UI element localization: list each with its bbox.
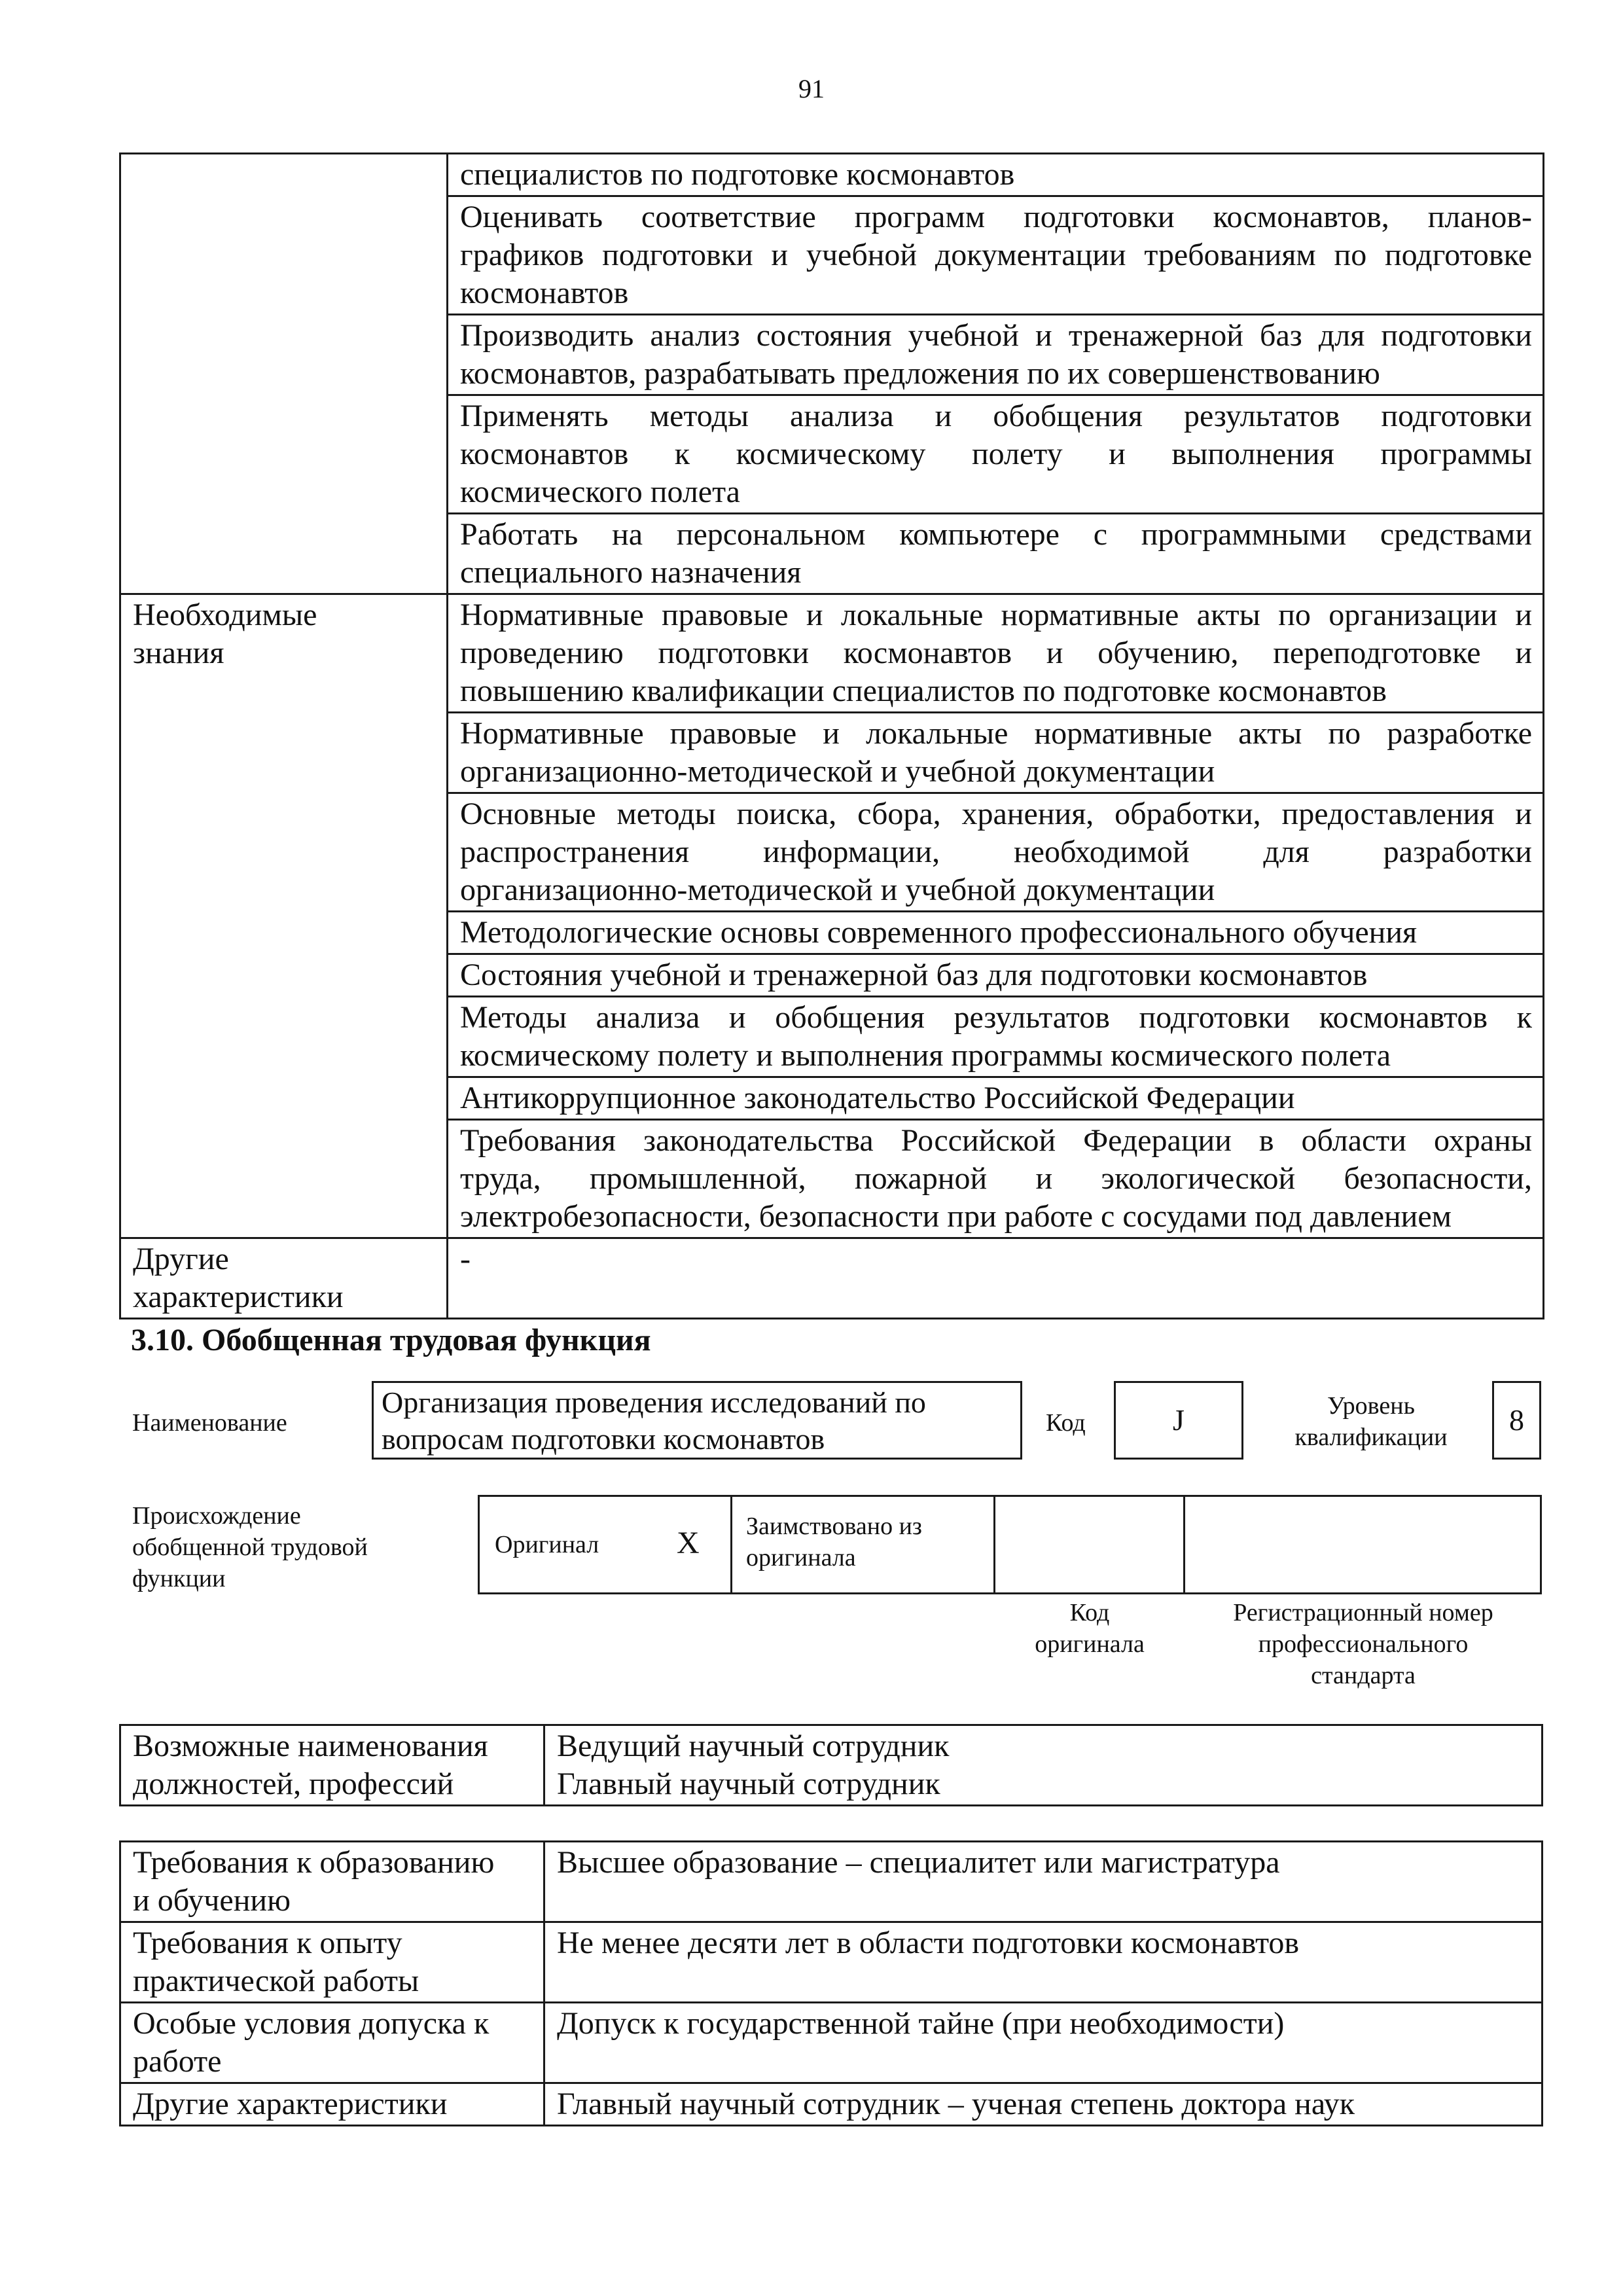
skill-cell (448, 154, 1544, 196)
name-value-box (372, 1381, 1022, 1460)
knowledge-label-line: Необходимые (133, 598, 317, 632)
table-row (120, 2003, 1543, 2083)
knowledge-line: Антикоррупционное законодательство Российской Федерации (460, 1081, 1295, 1115)
top-requirements-table (119, 152, 1544, 1319)
other-label-line: Другие (133, 1242, 229, 1276)
table-row (120, 1238, 1544, 1319)
reg-number-caption-line: стандарта (1311, 1662, 1416, 1689)
reg-number-caption (1185, 1597, 1542, 1691)
code-original-caption-line: Код (1069, 1599, 1110, 1626)
requirement-label-line: и обучению (133, 1883, 291, 1918)
skill-line: Оценивать соответствие программ подготовки космонавтов, планов- (460, 200, 1532, 234)
skill-line: космического полета (460, 475, 740, 509)
knowledge-cell (448, 912, 1544, 954)
requirement-label-cell (120, 1922, 544, 2003)
skill-cell (448, 395, 1544, 514)
borrowed-label (746, 1511, 922, 1573)
knowledge-line: Методы анализа и обобщения результатов подготовки космонавтов к (460, 1000, 1532, 1035)
origin-grid (478, 1495, 1542, 1594)
requirement-value: Не менее десяти лет в области подготовки космонавтов (557, 1926, 1300, 1960)
knowledge-cell (448, 997, 1544, 1077)
knowledge-line: Нормативные правовые и локальные нормативные акты по разработке (460, 716, 1532, 751)
knowledge-cell (448, 713, 1544, 793)
knowledge-line: Состояния учебной и тренажерной баз для подготовки космонавтов (460, 958, 1368, 992)
table-row (120, 2083, 1543, 2126)
requirement-value-cell (544, 1922, 1543, 2003)
requirement-label-line: работе (133, 2044, 222, 2079)
knowledge-cell (448, 1077, 1544, 1120)
origin-divider (993, 1495, 995, 1594)
table-row (120, 594, 1544, 713)
requirement-value-cell (544, 1842, 1543, 1922)
skill-cell (448, 315, 1544, 395)
table-row (120, 1725, 1543, 1806)
knowledge-line: Основные методы поиска, сбора, хранения, обработки, предоставления и (460, 797, 1532, 831)
level-label (1276, 1390, 1466, 1453)
requirement-label-cell (120, 2003, 544, 2083)
skill-cell (448, 514, 1544, 594)
knowledge-cell (448, 954, 1544, 997)
requirement-value-cell (544, 2083, 1543, 2126)
skill-cell (448, 196, 1544, 315)
knowledge-line: труда, промышленной, пожарной и экологической безопасности, (460, 1161, 1532, 1196)
code-value: J (1173, 1403, 1185, 1437)
skill-line: специалистов по подготовке космонавтов (460, 157, 1015, 192)
requirement-label-cell (120, 1842, 544, 1922)
table-row (120, 154, 1544, 196)
knowledge-line: Требования законодательства Российской Федерации в области охраны (460, 1123, 1532, 1158)
positions-table (119, 1724, 1543, 1806)
requirement-value-cell (544, 2003, 1543, 2083)
knowledge-line: Методологические основы современного профессионального обучения (460, 915, 1418, 950)
table-row (120, 1922, 1543, 2003)
original-mark: X (677, 1526, 700, 1560)
name-value-line: вопросам подготовки космонавтов (382, 1422, 825, 1456)
knowledge-line: электробезопасности, безопасности при работе с сосудами под давлением (460, 1199, 1452, 1234)
skill-line: Применять методы анализа и обобщения результатов подготовки (460, 399, 1532, 433)
skill-line: космонавтов к космическому полету и выполнения программы (460, 437, 1532, 471)
requirement-label-line: Требования к опыту (133, 1926, 402, 1960)
section-heading: 3.10. Обобщенная трудовая функция (131, 1323, 651, 1357)
knowledge-line: распространения информации, необходимой для разработки (460, 834, 1532, 869)
skill-line: космонавтов, разрабатывать предложения по их совершенствованию (460, 356, 1380, 391)
positions-label-cell (120, 1725, 544, 1806)
requirement-label-line: Другие характеристики (133, 2087, 448, 2121)
positions-label-line: Возможные наименования (133, 1729, 488, 1763)
code-value-box (1114, 1381, 1243, 1460)
original-label: Оригинал (495, 1531, 599, 1558)
knowledge-cell (448, 1120, 1544, 1238)
other-value-cell (448, 1238, 1544, 1319)
other-label-line: характеристики (133, 1280, 344, 1314)
knowledge-line: космическому полету и выполнения программы космического полета (460, 1038, 1391, 1073)
knowledge-line: проведению подготовки космонавтов и обучению, переподготовке и (460, 636, 1532, 670)
knowledge-label-line: знания (133, 636, 224, 670)
position-name: Ведущий научный сотрудник (557, 1729, 950, 1763)
origin-divider (730, 1495, 732, 1594)
position-name: Главный научный сотрудник (557, 1767, 940, 1801)
skill-line: Производить анализ состояния учебной и тренажерной баз для подготовки (460, 318, 1532, 353)
skill-line: Работать на персональном компьютере с программными средствами (460, 517, 1532, 552)
requirement-label-line: Особые условия допуска к (133, 2006, 490, 2041)
positions-label-line: должностей, профессий (133, 1767, 454, 1801)
other-value: - (460, 1242, 471, 1276)
requirement-label-cell (120, 2083, 544, 2126)
origin-label (132, 1500, 368, 1594)
borrowed-label-line: Заимствовано из (746, 1513, 922, 1540)
table-row (120, 1842, 1543, 1922)
knowledge-line: повышению квалификации специалистов по подготовке космонавтов (460, 673, 1387, 708)
requirements-table (119, 1840, 1543, 2126)
level-label-line: Уровень (1327, 1392, 1415, 1420)
code-original-caption (995, 1597, 1185, 1660)
skill-line: космонавтов (460, 276, 629, 310)
requirement-value: Высшее образование – специалитет или магистратура (557, 1845, 1280, 1880)
knowledge-cell (448, 594, 1544, 713)
reg-number-caption-line: Регистрационный номер (1233, 1599, 1493, 1626)
page-number: 91 (798, 74, 825, 103)
requirement-value: Главный научный сотрудник – ученая степень доктора наук (557, 2087, 1355, 2121)
level-value-box (1492, 1381, 1541, 1460)
level-value: 8 (1509, 1403, 1524, 1437)
requirement-label-line: практической работы (133, 1964, 419, 1998)
other-label-cell (120, 1238, 448, 1319)
borrowed-label-line: оригинала (746, 1544, 856, 1571)
knowledge-line: организационно-методической и учебной документации (460, 754, 1215, 789)
positions-values-cell (544, 1725, 1543, 1806)
name-value-line: Организация проведения исследований по (382, 1386, 926, 1419)
knowledge-label-cell (120, 594, 448, 1238)
requirement-value: Допуск к государственной тайне (при необходимости) (557, 2006, 1285, 2041)
skill-line: специального назначения (460, 555, 802, 590)
code-label: Код (1046, 1409, 1086, 1437)
skills-label-cell (120, 154, 448, 594)
skill-line: графиков подготовки и учебной документации требованиям по подготовке (460, 238, 1532, 272)
origin-label-line: обобщенной трудовой (132, 1534, 368, 1561)
requirement-label-line: Требования к образованию (133, 1845, 495, 1880)
level-label-line: квалификации (1294, 1424, 1448, 1451)
knowledge-cell (448, 793, 1544, 912)
name-label: Наименование (132, 1409, 287, 1437)
knowledge-line: организационно-методической и учебной документации (460, 872, 1215, 907)
code-original-caption-line: оригинала (1035, 1630, 1145, 1658)
origin-label-line: функции (132, 1565, 226, 1592)
knowledge-line: Нормативные правовые и локальные нормативные акты по организации и (460, 598, 1532, 632)
reg-number-caption-line: профессионального (1258, 1630, 1469, 1658)
origin-label-line: Происхождение (132, 1502, 301, 1530)
origin-divider (1183, 1495, 1185, 1594)
